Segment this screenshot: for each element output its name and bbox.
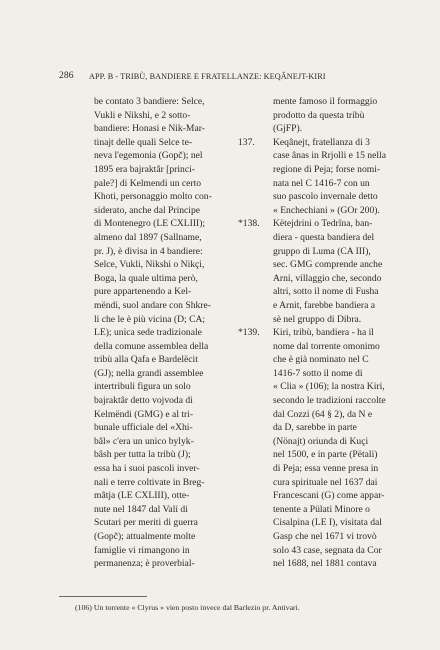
text-line: regione di Peja; forse nomi- xyxy=(273,163,381,175)
text-line: nome dal torrente omonimo xyxy=(273,340,380,352)
text-line: nel 1500, e in parte (Pëtali) xyxy=(273,449,378,461)
text-line: Kelmëndi (GMG) e al tri- xyxy=(94,408,194,420)
text-line: (GJ); nella grandi assemblee xyxy=(94,367,204,379)
running-header xyxy=(0,71,440,85)
text-line: 1895 era bajraktâr [princi- xyxy=(94,163,195,175)
page-number: 286 xyxy=(59,71,74,81)
text-line: pr. J), è divisa in 4 bandiere: xyxy=(94,245,203,257)
text-line: altri, sotto il nome di Fusha xyxy=(273,286,379,298)
text-line: Selce, Vukli, Nikshi o Nikçi, xyxy=(94,259,205,271)
text-line: case ânas in Rrjolli e 15 nella xyxy=(273,150,386,162)
text-line: (GjFP). xyxy=(273,123,303,135)
right-column xyxy=(238,95,405,571)
text-line: mente famoso il formaggio xyxy=(273,96,378,107)
text-line: cura spirituale nel 1637 dai xyxy=(273,476,378,488)
text-line: mâtja (LE CXLIII), otte- xyxy=(94,490,190,502)
text-line: e Arnit, farebbe bandiera a xyxy=(273,299,376,311)
left-column xyxy=(94,95,251,571)
text-line: 1416-7 sotto il nome di xyxy=(273,367,363,379)
text-line: di Peja; essa venne presa in xyxy=(273,463,379,475)
text-line: tribù alla Qafa e Bardelëcit xyxy=(94,354,198,366)
text-line: da D, sarebbe in parte xyxy=(273,422,357,434)
text-line: pure appartenendo a Kel- xyxy=(94,286,192,298)
text-line: almeno dal 1897 (Sallname, xyxy=(94,231,202,243)
text-line: Arni, villaggio che, secondo xyxy=(273,272,382,284)
text-line: bâl» c'era un unico bylyk- xyxy=(94,435,194,447)
text-line: tinajt delle quali Selce te- xyxy=(94,136,193,148)
text-line: pale?] di Kelmendi un certo xyxy=(94,177,202,189)
text-line: be contato 3 bandiere: Selce, xyxy=(94,96,205,107)
text-line: famiglie vi rimangono in xyxy=(94,544,190,556)
footnote-rule xyxy=(59,596,147,597)
text-line: dal Cozzi (64 § 2), da N e xyxy=(273,408,373,420)
text-line: Vukli e Nikshi, e 2 sotto- xyxy=(94,109,191,121)
text-line: sec. GMG comprende anche xyxy=(273,259,383,271)
text-line: Boga, la quale ultima però, xyxy=(94,272,198,284)
text-line: intertribuli figura un solo xyxy=(94,381,191,393)
text-line: Këtejdrini o Tedrîna, ban- xyxy=(273,218,373,230)
text-line: secondo le tradizioni raccolte xyxy=(273,395,386,407)
text-line: « Clia » (106); la nostra Kiri, xyxy=(273,381,385,393)
text-line: tenente a Pülati Minore o xyxy=(273,503,370,515)
text-line: bunale ufficiale del «Xhi- xyxy=(94,422,193,434)
text-line: bâsh per tutta la tribù (J); xyxy=(94,449,191,461)
glossary-entry xyxy=(238,217,405,326)
text-line: (Gopč); attualmente molte xyxy=(94,531,196,542)
text-line: neva l'egemonia (Gopč); nel xyxy=(94,150,203,162)
text-line: Francescani (G) come appar- xyxy=(273,490,385,502)
text-line: nata nel C 1416-7 con un xyxy=(273,177,370,189)
text-line: Cisalpina (LE I), visitata dal xyxy=(273,517,382,529)
text-line: Kiri, tribù, bandiera - ha il xyxy=(273,327,374,339)
text-line: mëndi, suol andare con Shkre- xyxy=(94,299,211,311)
text-line: solo 43 case, segnata da Cor xyxy=(273,544,382,556)
entry-number: 137. xyxy=(238,136,255,148)
glossary-entry xyxy=(238,326,405,571)
text-line: li che le è più vicina (D; CA; xyxy=(94,313,206,325)
text-line: diera - questa bandiera del xyxy=(273,231,375,243)
entry-number: *138. xyxy=(238,218,260,230)
text-line: bajraktâr detto vojvoda di xyxy=(94,395,193,407)
text-line: nali e terre coltivate in Breg- xyxy=(94,476,205,488)
text-line: gruppo di Luma (CA III), xyxy=(273,245,371,257)
text-line: che è già nominato nel C xyxy=(273,354,369,366)
text-line: Keqânejt, fratellanza di 3 xyxy=(273,136,370,148)
text-line: nute nel 1847 dal Valí di xyxy=(94,503,188,515)
text-line: Khoti, personaggio molto con- xyxy=(94,191,212,203)
glossary-entry xyxy=(238,136,405,218)
running-title: APP. B - TRIBÙ, BANDIERE E FRATELLANZE: KEQÂNEJT-KIRI xyxy=(89,72,326,81)
entry-number: *139. xyxy=(238,327,260,339)
text-line: suo pascolo invernale detto xyxy=(273,191,378,203)
text-line: Gasp che nel 1671 vi trovò xyxy=(273,531,377,542)
text-line: siderato, anche dal Principe xyxy=(94,204,201,216)
text-line: della comune assemblea della xyxy=(94,340,209,352)
text-line: bandiere: Honasi e Nik-Mar- xyxy=(94,123,205,135)
text-line: permanenza; è proverbial- xyxy=(94,558,195,570)
text-line: nel 1688, nel 1881 contava xyxy=(273,558,377,570)
text-line: (Nönajt) oriunda di Kuçi xyxy=(273,435,369,447)
text-line: di Montenegro (LE CXLIII); xyxy=(94,218,206,230)
footnote: (106) Un torrente « Clyrus » vien posto invece dal Barlezio pr. Antivari. xyxy=(75,603,300,612)
text-line: Scutari per meriti di guerra xyxy=(94,517,198,529)
text-line: essa ha i suoi pascoli inver- xyxy=(94,463,200,475)
text-line: LE); unica sede tradizionale xyxy=(94,327,202,339)
text-line: « Enchechiani » (GOr 200). xyxy=(273,204,380,216)
text-line: prodotto da questa tribù xyxy=(273,109,365,121)
text-line: sè nel gruppo di Dibra. xyxy=(273,313,362,325)
